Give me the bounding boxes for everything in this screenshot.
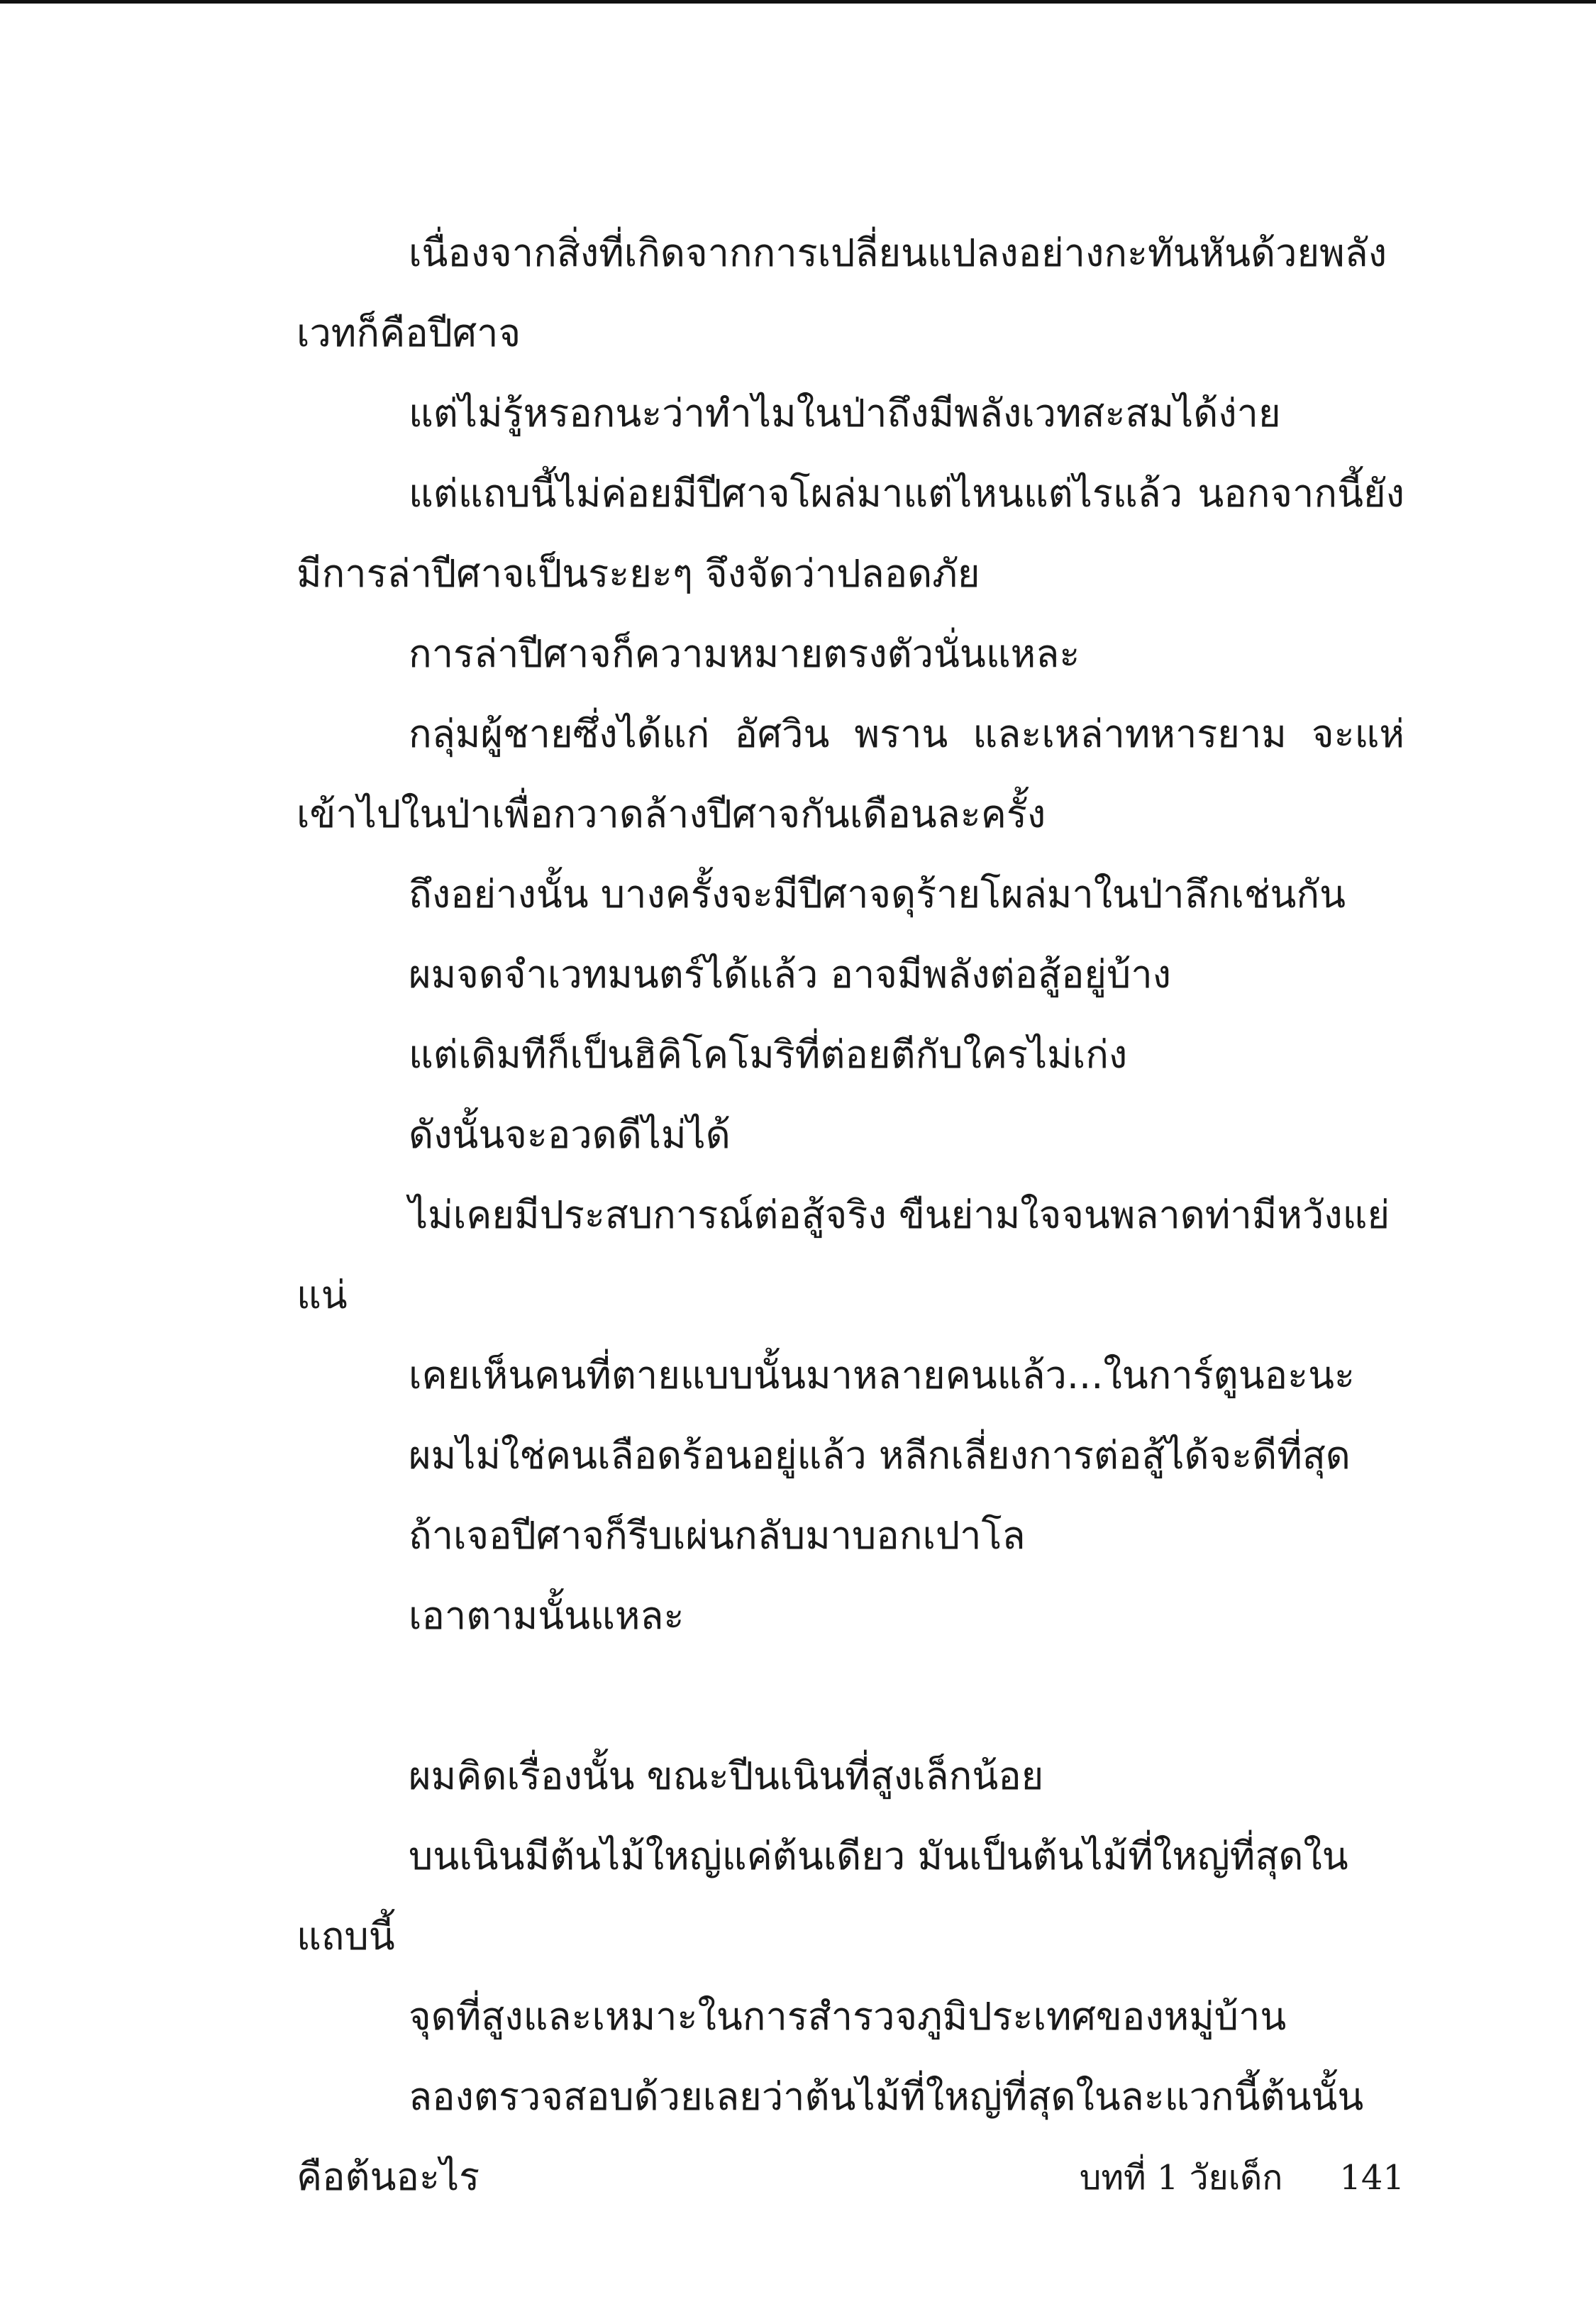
paragraph: บนเนินมีต้นไม้ใหญ่แค่ต้นเดียว มันเป็นต้นไม้ที่ใหญ่ที่สุดในแถบนี้	[297, 1834, 1348, 1959]
page-body	[297, 213, 1404, 2217]
top-edge-rule	[0, 0, 1596, 4]
paragraph: ลองตรวจสอบด้วยเลยว่าต้นไม้ที่ใหญ่ที่สุดในละแวกนี้ต้นนั้นคือต้นอะไร	[297, 2074, 1364, 2199]
section-break	[297, 1656, 1404, 1736]
paragraph: ผมไม่ใช่คนเลือดร้อนอยู่แล้ว หลีกเลี่ยงการต่อสู้ได้จะดีที่สุด	[409, 1433, 1351, 1478]
paragraph: ดังนั้นจะอวดดีไม่ได้	[409, 1112, 731, 1157]
paragraph: ไม่เคยมีประสบการณ์ต่อสู้จริง ขืนย่ามใจจนพลาดท่ามีหวังแย่แน่	[297, 1192, 1390, 1317]
paragraph: กลุ่มผู้ชายซึ่งได้แก่ อัศวิน พราน และเหล่าทหารยาม จะแห่เข้าไปในป่าเพื่อกวาดล้างปีศาจกันเดือนละครั้ง	[297, 712, 1404, 836]
paragraph: ถ้าเจอปีศาจก็รีบเผ่นกลับมาบอกเปาโล	[409, 1513, 1026, 1558]
running-footer	[993, 2149, 1404, 2206]
paragraph: เคยเห็นคนที่ตายแบบนั้นมาหลายคนแล้ว...ในการ์ตูนอะนะ	[409, 1353, 1355, 1397]
page-number: 141	[1339, 2158, 1404, 2198]
paragraph: ถึงอย่างนั้น บางครั้งจะมีปีศาจดุร้ายโผล่มาในป่าลึกเช่นกัน	[409, 872, 1346, 917]
paragraph: ผมจดจำเวทมนตร์ได้แล้ว อาจมีพลังต่อสู้อยู่บ้าง	[409, 952, 1172, 997]
paragraph: การล่าปีศาจก็ความหมายตรงตัวนั่นแหละ	[409, 631, 1080, 676]
paragraph: เนื่องจากสิ่งที่เกิดจากการเปลี่ยนแปลงอย่างกะทันหันด้วยพลังเวทก็คือปีศาจ	[297, 231, 1387, 355]
paragraph: แต่ไม่รู้หรอกนะว่าทำไมในป่าถึงมีพลังเวทสะสมได้ง่าย	[409, 391, 1281, 436]
chapter-title: บทที่ 1 วัยเด็ก	[1079, 2158, 1283, 2198]
paragraph: จุดที่สูงและเหมาะในการสำรวจภูมิประเทศของหมู่บ้าน	[409, 1994, 1287, 2039]
paragraph: ผมคิดเรื่องนั้น ขณะปีนเนินที่สูงเล็กน้อย	[409, 1754, 1044, 1798]
paragraph: แต่แถบนี้ไม่ค่อยมีปีศาจโผล่มาแต่ไหนแต่ไรแล้ว นอกจากนี้ยังมีการล่าปีศาจเป็นระยะๆ จึงจัดว่าปลอดภัย	[297, 471, 1404, 596]
paragraph: แต่เดิมทีก็เป็นฮิคิโคโมริที่ต่อยตีกับใครไม่เก่ง	[409, 1032, 1128, 1077]
paragraph: เอาตามนั้นแหละ	[409, 1593, 685, 1638]
